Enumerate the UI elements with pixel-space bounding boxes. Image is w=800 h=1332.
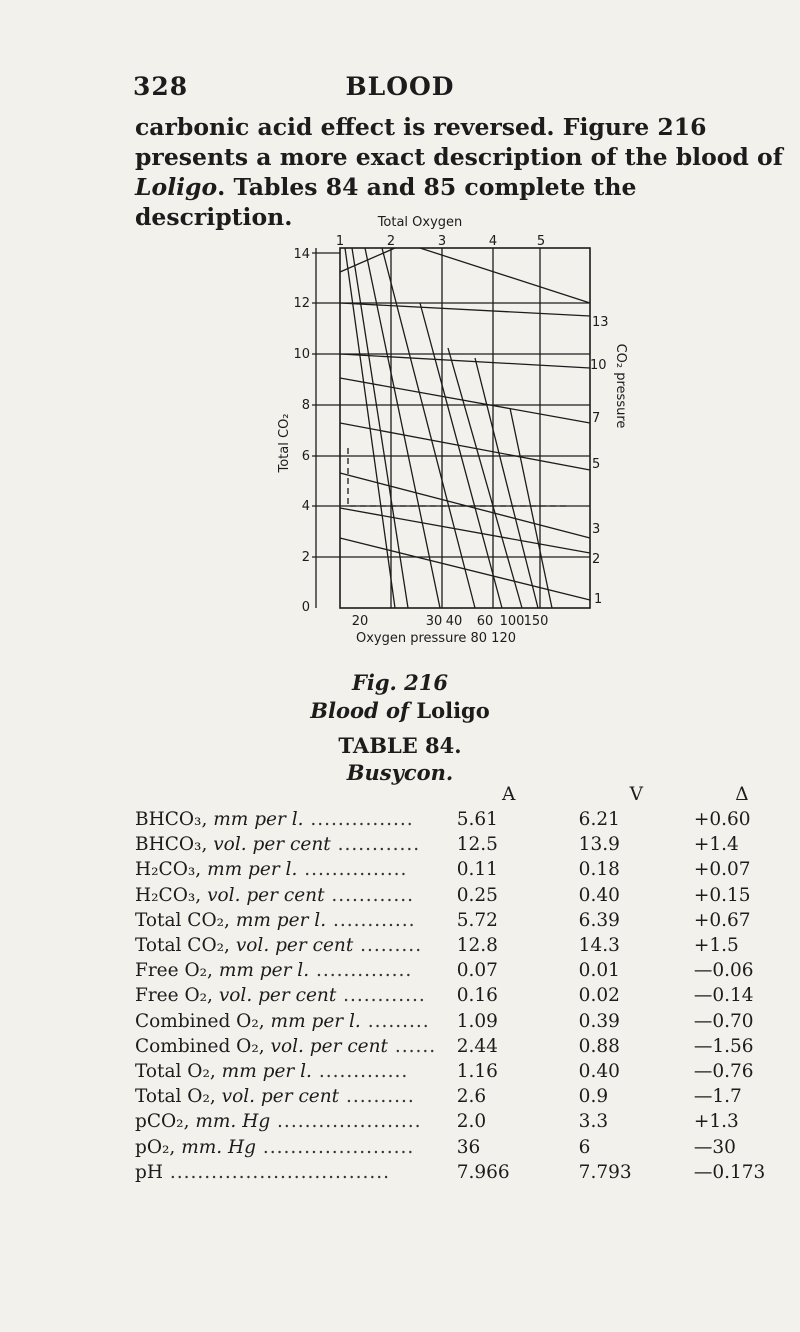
left-tick: 4 [301, 499, 310, 514]
row-label [135, 832, 451, 857]
caption-species: Loligo [416, 698, 490, 723]
cell-a: 12.8 [456, 935, 498, 957]
table-row [135, 883, 790, 908]
table-row [135, 958, 790, 983]
cell-v: 6.39 [578, 909, 620, 931]
table-title: TABLE 84. [338, 733, 462, 758]
header-col-delta: Δ [735, 784, 749, 805]
row-label-text: pO₂, [135, 1136, 182, 1158]
row-label [135, 1009, 451, 1034]
row-leader-dots: ............ [336, 985, 426, 1007]
row-label [135, 1134, 451, 1159]
left-axis-label: Total CO₂ [277, 413, 292, 473]
table-header-row [135, 782, 790, 807]
cell-delta: +0.07 [693, 859, 751, 881]
bottom-tick: 100 [499, 614, 525, 629]
bottom-tick: 30 [425, 614, 443, 629]
cell-v: 0.40 [578, 884, 620, 906]
cell-v: 0.18 [578, 859, 620, 881]
row-label [135, 933, 451, 958]
cell-a: 2.44 [456, 1035, 498, 1057]
row-label-unit: vol. per cent [207, 884, 325, 906]
figure-caption-number [0, 670, 800, 695]
left-tick: 6 [301, 449, 310, 464]
cell-v: 6.21 [578, 809, 620, 831]
row-label-unit: mm per l. [218, 960, 310, 982]
cell-a: 2.6 [456, 1086, 487, 1108]
figure-216 [270, 208, 650, 658]
header-label-column [135, 782, 451, 807]
row-label-text: pCO₂, [135, 1111, 196, 1133]
row-label-text: H₂CO₃, [135, 859, 208, 881]
figure-diagram [270, 208, 650, 658]
row-label [135, 1034, 451, 1059]
cell-delta: —1.7 [693, 1086, 742, 1108]
table-row [135, 807, 790, 832]
table-row [135, 1134, 790, 1159]
cell-a: 12.5 [456, 834, 498, 856]
cell-v: 0.9 [578, 1086, 609, 1108]
data-table [135, 782, 790, 1185]
row-label [135, 1109, 451, 1134]
cell-v: 0.40 [578, 1060, 620, 1082]
table-row [135, 832, 790, 857]
row-label-text: BHCO₃, [135, 834, 214, 856]
right-tick: 3 [592, 522, 601, 537]
row-label-unit: vol. per cent [213, 834, 331, 856]
cell-delta: —0.173 [693, 1161, 766, 1183]
row-label-text: Free O₂, [135, 960, 219, 982]
cell-delta: —1.56 [693, 1035, 754, 1057]
row-leader-dots: ............... [303, 809, 414, 831]
cell-v: 0.02 [578, 985, 620, 1007]
cell-v: 3.3 [578, 1111, 609, 1133]
left-tick: 0 [301, 600, 310, 615]
cell-delta: —0.14 [693, 985, 754, 1007]
top-tick: 3 [437, 234, 447, 249]
right-tick: 1 [594, 592, 603, 607]
row-label-unit: mm per l. [221, 1060, 312, 1082]
table-row [135, 1109, 790, 1134]
cell-v: 0.01 [578, 960, 620, 982]
row-label [135, 1084, 451, 1109]
left-tick: 12 [293, 296, 310, 311]
row-label-unit: mm per l. [213, 809, 304, 831]
paragraph-text-before: carbonic acid effect is reversed. Figure 216 presents a more exact description of the blood of [135, 113, 783, 171]
row-label-text: pH [135, 1161, 163, 1183]
row-label-text: Combined O₂, [135, 1035, 271, 1057]
cell-delta: —30 [693, 1136, 736, 1158]
running-head: BLOOD [345, 72, 455, 101]
row-label [135, 908, 451, 933]
row-label-unit: mm per l. [270, 1010, 361, 1032]
row-leader-dots: ...... [387, 1035, 437, 1057]
cell-a: 5.61 [456, 809, 498, 831]
table-row [135, 983, 790, 1008]
right-tick: 10 [590, 358, 607, 373]
cell-delta: +0.15 [693, 884, 751, 906]
row-leader-dots: ...................... [256, 1136, 415, 1158]
cell-v: 0.88 [578, 1035, 620, 1057]
top-axis-label: Total Oxygen [377, 215, 463, 230]
right-tick: 5 [592, 457, 601, 472]
table-subtitle: Busycon. [346, 760, 454, 785]
cell-delta: +0.67 [693, 909, 751, 931]
row-leader-dots: ................................ [162, 1161, 391, 1183]
cell-a: 5.72 [456, 909, 498, 931]
header-col-a: A [502, 784, 516, 805]
cell-a: 0.25 [456, 884, 498, 906]
paragraph-emphasis: Loligo [135, 173, 218, 201]
cell-v: 6 [578, 1136, 591, 1158]
paragraph-text-after: . Tables 84 and 85 complete the description. [135, 173, 637, 231]
row-label-unit: vol. per cent [235, 935, 354, 957]
row-leader-dots: ............ [324, 884, 414, 906]
top-tick: 4 [488, 234, 498, 249]
row-label-text: Total CO₂, [135, 935, 236, 957]
row-label [135, 983, 451, 1008]
table-row [135, 908, 790, 933]
cell-delta: +0.60 [693, 809, 751, 831]
row-label [135, 883, 451, 908]
row-leader-dots: ..................... [270, 1111, 422, 1133]
cell-a: 1.09 [456, 1010, 498, 1032]
row-label-text: Total O₂, [135, 1060, 222, 1082]
cell-v: 14.3 [578, 935, 620, 957]
bottom-axis-label: Oxygen pressure 80 120 [355, 631, 517, 646]
row-label-text: Total CO₂, [135, 909, 236, 931]
row-leader-dots: ............ [326, 909, 416, 931]
row-label-unit: mm. Hg [195, 1111, 271, 1133]
cell-delta: —0.76 [693, 1060, 754, 1082]
right-tick: 7 [592, 411, 601, 426]
left-tick: 10 [293, 347, 310, 362]
row-label-unit: vol. per cent [270, 1035, 388, 1057]
bottom-tick: 40 [445, 614, 463, 629]
table-row [135, 1034, 790, 1059]
top-tick: 5 [536, 234, 546, 249]
table-row [135, 1059, 790, 1084]
table-row [135, 1084, 790, 1109]
table-row [135, 1160, 790, 1185]
cell-a: 0.11 [456, 859, 498, 881]
right-axis-label: CO₂ pressure [613, 343, 628, 429]
row-leader-dots: ............... [297, 859, 408, 881]
left-tick: 2 [301, 550, 310, 565]
cell-delta: —0.06 [693, 960, 754, 982]
row-leader-dots: ............ [330, 834, 421, 856]
row-label-text: Total O₂, [135, 1086, 222, 1108]
row-label-text: BHCO₃, [135, 809, 214, 831]
row-label [135, 1160, 451, 1185]
top-tick: 1 [335, 234, 345, 249]
row-label [135, 807, 451, 832]
bottom-tick: 20 [351, 614, 369, 629]
cell-v: 7.793 [578, 1161, 632, 1183]
row-label-unit: mm. Hg [181, 1136, 257, 1158]
bottom-tick: 60 [476, 614, 494, 629]
table-row [135, 933, 790, 958]
right-tick: 2 [592, 552, 601, 567]
table-row [135, 1009, 790, 1034]
cell-v: 0.39 [578, 1010, 620, 1032]
top-tick: 2 [386, 234, 396, 249]
row-leader-dots: ......... [360, 1010, 430, 1032]
cell-a: 2.0 [456, 1111, 487, 1133]
page-number: 328 [133, 72, 189, 101]
cell-a: 1.16 [456, 1060, 498, 1082]
figure-caption-title [0, 698, 800, 723]
cell-v: 13.9 [578, 834, 620, 856]
diagram-grid [312, 248, 590, 608]
left-tick: 8 [301, 398, 310, 413]
row-label [135, 958, 451, 983]
row-label [135, 1059, 451, 1084]
row-label-unit: mm per l. [235, 909, 327, 931]
bottom-tick: 150 [523, 614, 549, 629]
row-leader-dots: .............. [309, 960, 413, 982]
cell-a: 0.07 [456, 960, 498, 982]
row-label-unit: mm per l. [207, 859, 298, 881]
row-label-text: H₂CO₃, [135, 884, 208, 906]
cell-delta: +1.5 [693, 935, 739, 957]
row-leader-dots: .......... [339, 1086, 415, 1108]
cell-a: 36 [456, 1136, 481, 1158]
row-leader-dots: ......... [353, 935, 423, 957]
row-label-text: Combined O₂, [135, 1010, 271, 1032]
row-label-unit: vol. per cent [221, 1086, 340, 1108]
row-label-unit: vol. per cent [218, 985, 337, 1007]
row-label [135, 857, 451, 882]
caption-fig-label: Fig. 216 [351, 670, 449, 695]
page-header [0, 72, 800, 112]
row-leader-dots: ............. [311, 1060, 409, 1082]
caption-blood-of: Blood of [310, 698, 410, 723]
cell-delta: +1.3 [693, 1111, 739, 1133]
header-col-v: V [629, 784, 643, 805]
right-tick: 13 [592, 315, 609, 330]
cell-a: 0.16 [456, 985, 498, 1007]
cell-delta: —0.70 [693, 1010, 754, 1032]
row-label-text: Free O₂, [135, 985, 219, 1007]
cell-a: 7.966 [456, 1161, 510, 1183]
table-row [135, 857, 790, 882]
cell-delta: +1.4 [693, 834, 739, 856]
left-tick: 14 [293, 247, 310, 262]
